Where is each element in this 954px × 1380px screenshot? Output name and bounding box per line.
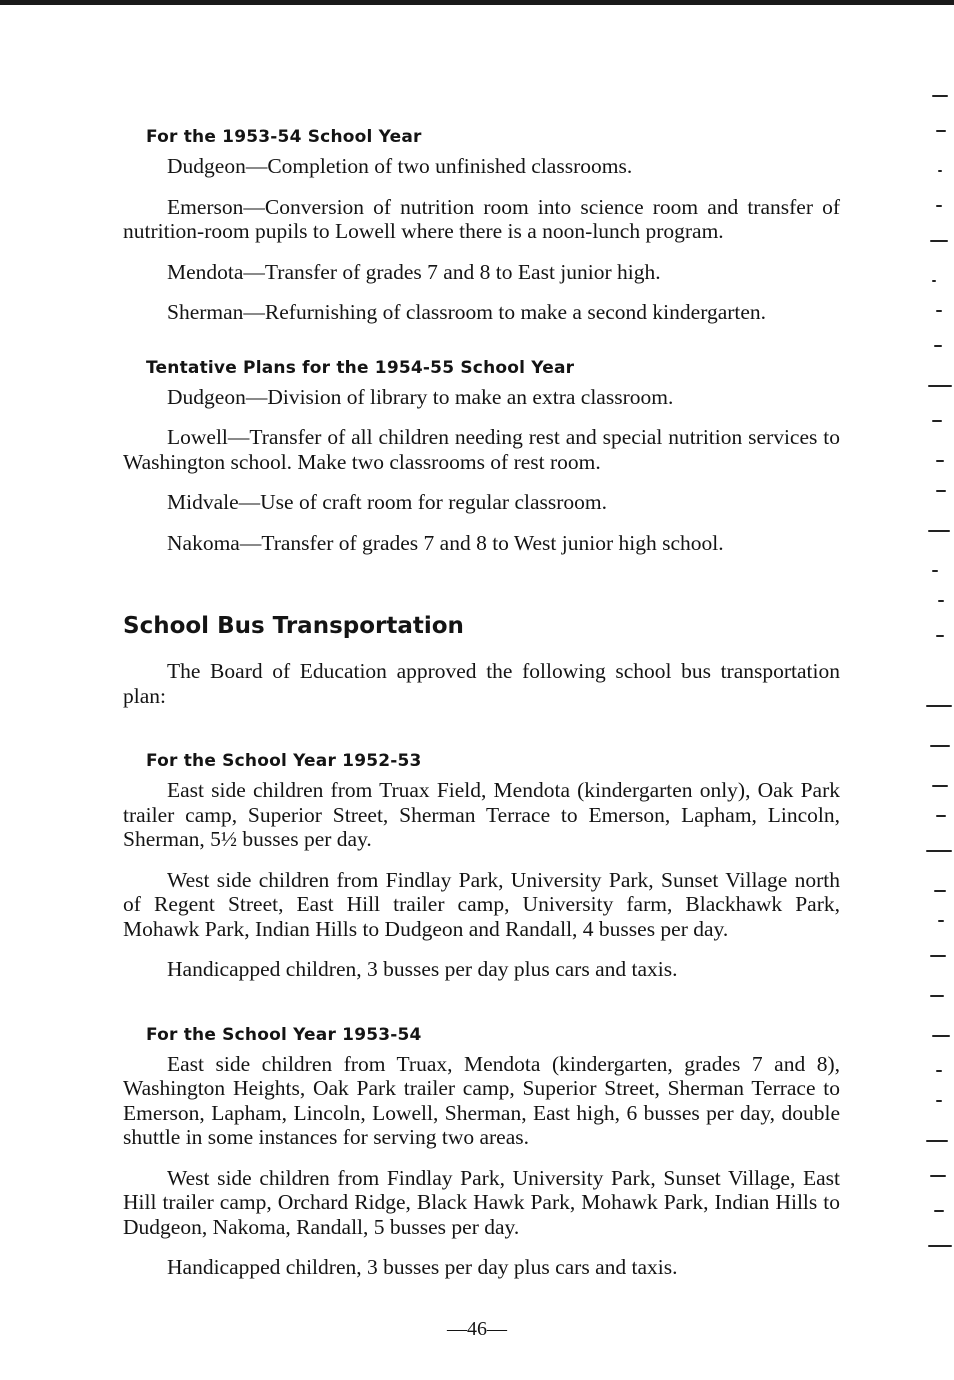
scan-mark bbox=[930, 1175, 946, 1177]
item-mendota-1953: Mendota—Transfer of grades 7 and 8 to East junior high. bbox=[167, 259, 661, 284]
heading-school-year-1953-54: For the School Year 1953-54 bbox=[146, 1024, 422, 1045]
scan-mark bbox=[932, 420, 942, 422]
scan-mark bbox=[936, 635, 944, 637]
scan-mark bbox=[936, 130, 946, 132]
heading-1953-54-school-year: For the 1953-54 School Year bbox=[146, 127, 422, 147]
bus-1952-west-side: West side children from Findlay Park, University Park, Sunset Village north of Regent Street, East Hill trailer camp, University farm, Blackhawk Park, Mohawk Park, Indian Hills to Dudgeon and Randall, 4 busses per day. bbox=[123, 867, 840, 941]
item-dudgeon-1954: Dudgeon—Division of library to make an extra classroom. bbox=[167, 384, 674, 409]
scan-mark bbox=[928, 1245, 952, 1247]
item-dudgeon-1953: Dudgeon—Completion of two unfinished classrooms. bbox=[167, 154, 633, 178]
scan-mark bbox=[934, 345, 942, 347]
bus-1953-west-side: West side children from Findlay Park, University Park, Sunset Village, East Hill trailer camp, Orchard Ridge, Black Hawk Park, Mohawk Park, Indian Hills to Dudgeon, Nakoma, Randall, 5 busses per day. bbox=[123, 1165, 840, 1239]
scan-mark bbox=[926, 705, 952, 707]
scan-mark bbox=[938, 920, 944, 922]
bus-1953-east-side: East side children from Truax, Mendota (kindergarten, grades 7 and 8), Washington Heights, Oak Park trailer camp, Superior Street, Sherman Terrace to Emerson, Lapham, Lincoln, Lowell, Sherman, East high, 6 busses per day, double shuttle in some instances for serving two areas. bbox=[123, 1051, 840, 1149]
item-nakoma-1954: Nakoma—Transfer of grades 7 and 8 to West junior high school. bbox=[167, 530, 724, 555]
scan-mark bbox=[938, 600, 944, 602]
scan-mark bbox=[934, 890, 946, 892]
scan-mark bbox=[932, 280, 936, 282]
scan-mark bbox=[928, 530, 950, 532]
item-midvale-1954: Midvale—Use of craft room for regular classroom. bbox=[167, 490, 608, 514]
top-rule bbox=[0, 0, 954, 5]
scan-mark bbox=[936, 1070, 942, 1072]
scan-mark bbox=[934, 1210, 944, 1212]
scan-mark bbox=[932, 785, 948, 787]
scan-mark bbox=[936, 490, 946, 492]
item-sherman-1953: Sherman—Refurnishing of classroom to make a second kindergarten. bbox=[167, 300, 767, 324]
scan-mark bbox=[932, 570, 938, 572]
heading-school-bus-transportation: School Bus Transportation bbox=[123, 613, 464, 639]
heading-tentative-plans: Tentative Plans for the 1954-55 School Year bbox=[146, 357, 575, 378]
scan-mark bbox=[936, 460, 944, 462]
scan-mark bbox=[928, 385, 952, 387]
scan-mark bbox=[938, 170, 942, 172]
scan-mark bbox=[936, 205, 942, 207]
bus-1952-handicapped: Handicapped children, 3 busses per day plus cars and taxis. bbox=[167, 957, 678, 981]
item-lowell-1954: Lowell—Transfer of all children needing rest and special nutrition services to Washington school. Make two classrooms of rest room. bbox=[123, 425, 840, 474]
scan-mark bbox=[926, 1140, 948, 1142]
bus-intro: The Board of Education approved the following school bus transportation plan: bbox=[123, 659, 840, 708]
scan-mark bbox=[930, 995, 944, 997]
scan-mark bbox=[936, 815, 946, 817]
scan-mark bbox=[932, 1035, 950, 1037]
scan-mark bbox=[932, 95, 948, 97]
scan-mark bbox=[926, 850, 952, 852]
heading-school-year-1952-53: For the School Year 1952-53 bbox=[146, 751, 422, 771]
bus-1953-handicapped: Handicapped children, 3 busses per day plus cars and taxis. bbox=[167, 1255, 678, 1279]
scan-mark bbox=[930, 240, 948, 242]
page-number: —46— bbox=[447, 1318, 507, 1340]
item-emerson-1953: Emerson—Conversion of nutrition room into science room and transfer of nutrition-room pupils to Lowell where there is a noon-lunch program. bbox=[123, 194, 840, 243]
scan-mark bbox=[936, 310, 942, 312]
scan-mark bbox=[930, 955, 946, 957]
scan-mark bbox=[930, 745, 950, 747]
document-page bbox=[123, 120, 840, 1296]
margin-scan-marks bbox=[924, 85, 954, 1265]
scan-mark bbox=[936, 1100, 942, 1102]
bus-1952-east-side: East side children from Truax Field, Mendota (kindergarten only), Oak Park trailer camp, Superior Street, Sherman Terrace to Emerson, Lapham, Lincoln, Sherman, 5½ busses per day. bbox=[123, 778, 840, 851]
